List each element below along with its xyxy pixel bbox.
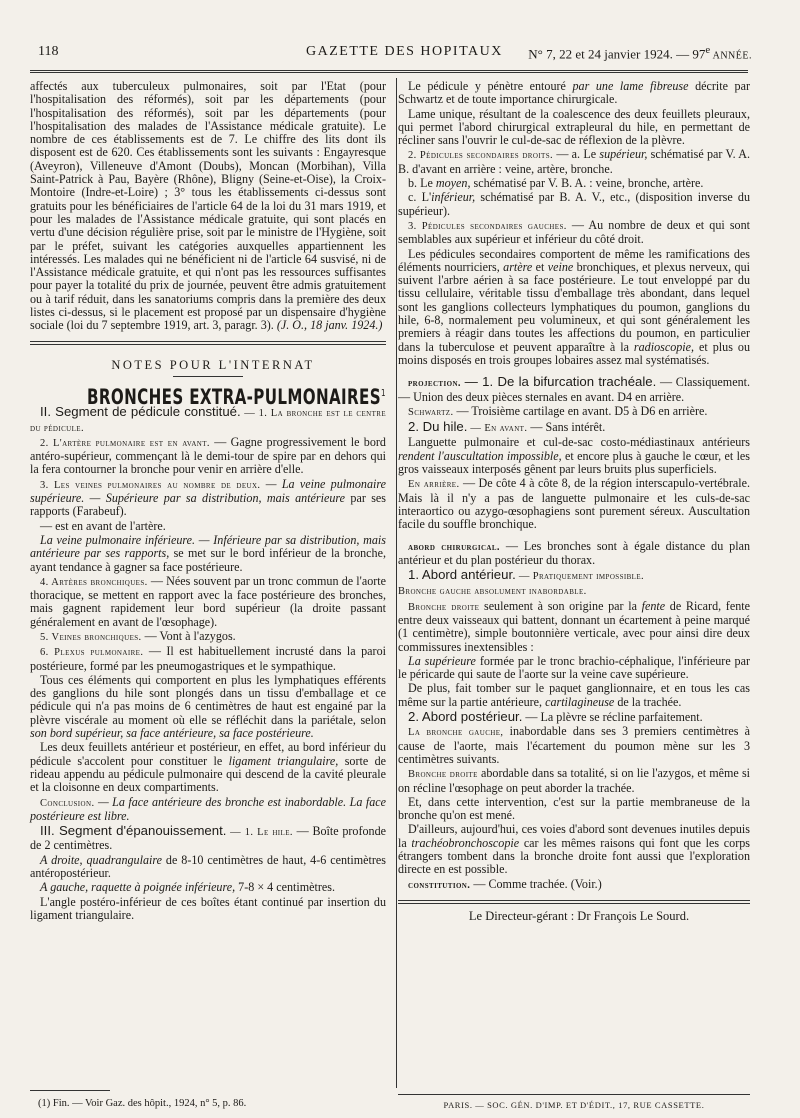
right-column xyxy=(398,80,750,924)
paragraph-veines-2: — est en avant de l'artère. xyxy=(40,518,166,533)
paragraph-bronche-droite: Bronche droite seulement à son origine par la fente de Ricard, fente entre deux vaisseaux qui battent, donnant un écartement à peine marqué (1 centimètre), simple boutonnière verticale, avec pour ainsi dire deux commissures inextensibles : xyxy=(398,598,750,654)
page-number: 118 xyxy=(38,44,59,59)
paragraph-bronche-gauche-inabordable: Bronche gauche absolument inabordable. xyxy=(398,586,587,598)
printer-rule xyxy=(398,1094,750,1095)
short-rule xyxy=(173,376,243,377)
paragraph-en-arriere: En arrière. — De côte 4 à côte 8, de la région interscapulo-vertébrale. Mais là il n'y a pas de languette pulmonaire et les culs-de-sac interaortico ou azygo-œsophagiens sont purement séreux. Auscultation facile du souffle bronchique. xyxy=(398,476,750,532)
paragraph-hile: 2. Du hile. — En avant. — Sans intérêt. xyxy=(408,419,606,435)
paragraph-bronche-gauche: La bronche gauche, inabordable dans ses 3 premiers centimètres à cause de l'aorte, mais l'écartement du poumon mène sur les 3 centimètres suivants. xyxy=(398,724,750,766)
printer-line: PARIS. — SOC. GÉN. D'IMP. ET D'ÉDIT., 17, RUE CASSETTE. xyxy=(443,1100,705,1110)
intro-paragraph: affectés aux tuberculeux pulmonaires, soit par l'Etat (pour l'hospitalisation des réformés), soit par les départements (pour l'hospitalisation des réformés), soit par les départements (pour l'hospitalisation des malades de l'Assistance médicale gratuite). Le nombre de ces établissements est de 7. Le chiffre des lits dont ils disposent est de 620. Ces établissements sont les suivants : Engayresque (Aveyron), Villeneuve d'Amont (Doubs), Moncan (Morbihan), Villa Saint-Patrick à Pau, Bayère (Rhône), Bligny (Seine-et-Oise), la Croix-Montoire (Indre-et-Loire) ; 3° tous les établissements ci-dessus sont gratuits pour les bénéficiaires de l'article 64 de la loi du 31 mars 1919, et pour les malades de l'Assistance médicale gratuite, qui sont placés en vertu d'une décision régulière prise, soit par le ministre de l'Hygiène, soit par le préfet, suivant les catégories auxquelles appartiennent les intéressés. Les malades qui ne bénéficient ni de l'article 64 susvisé, ni de l'Assistance médicale gratuite, et qui n'ont pas les ressources suffisantes pour payer la totalité du prix de journée, peuvent être admis gratuitement ou à tarif réduit, dans les sanatoriums compris dans la première des deux listes ci-dessus, si le placement est proposé par un dispensaire d'hygiène sociale (loi du 7 septembre 1919, art. 3, paragr. 3). (J. O., 18 janv. 1924.) xyxy=(30,79,386,333)
paragraph-languette: Languette pulmonaire et cul-de-sac costo-médiastinaux antérieurs rendent l'auscultation impossible, et encore plus à gauche le cœur, et les gros vaisseaux interposés gênent par leurs bruits plus superficiels. xyxy=(398,435,750,477)
paragraph-pedicules-gauches: 3. Pédicules secondaires gauches. — Au nombre de deux et qui sont semblables aux supérieur et inférieur du côté droit. xyxy=(398,217,750,247)
page-header xyxy=(38,38,752,68)
paragraph-plexus: 6. Plexus pulmonaire. — Il est habituellement incrusté dans la paroi postérieure, formé par les pneumogastriques et le sympathique. xyxy=(30,644,386,673)
paragraph-abord-posterieur: 2. Abord postérieur. — La plèvre se récline parfaitement. xyxy=(408,709,703,725)
paragraph-artere: 2. L'artère pulmonaire est en avant. — Gagne progressivement le bord antéro-supérieur, commençant là le demi-tour de spire par en dehors qui la fera contourner la bronche pour venir en arrière d'elle. xyxy=(30,434,386,477)
paragraph-feuillets: Les deux feuillets antérieur et postérieur, en effet, au bord inférieur du pédicule s'accolent pour constituer le ligament triangulaire, sorte de rideau appendu au pédicule pulmonaire qui descend de la cavité pleurale et la cloisonne en deux compartiments. xyxy=(30,740,386,795)
paragraph-ramifications: Les pédicules secondaires comportent de même les ramifications des éléments nourriciers, artère et veine bronchiques, et plexus nerveux, qui suivent l'arbre aérien à sa face postérieure. Le tout enveloppé par du tissu cellulaire, véritable tissu d'emballage très abondant, dans lequel sont les ganglions collecteurs lymphatiques du poumon, ganglions du hile, 6-8, normalement peu volumineux, et qui sont généralement les premiers à réagir dans toutes les affections du poumon, en particulier dans la tuberculose et peuvent apparaître à la radioscopie, et plus ou moins disposés en trois groupes lobaires assez mal systématisés. xyxy=(398,246,750,367)
paragraph-abord: abord chirurgical. — Les bronches sont à égale distance du plan antérieur et du plan postérieur du thorax. xyxy=(398,538,750,567)
journal-title: GAZETTE DES HOPITAUX xyxy=(306,44,503,59)
paragraph-projection: projection. — 1. De la bifurcation trachéale. — Classiquement. — Union des deux pièces sternales en avant. D4 en arrière. xyxy=(398,374,750,404)
paragraph-conclusion: Conclusion. — La face antérieure des bronche est inabordable. La face postérieure est libre. xyxy=(30,794,387,823)
paragraph-inferieur: c. L'inférieur, schématisé par B. A. V., etc., (disposition inverse du supérieur). xyxy=(398,190,750,218)
paragraph-de-plus: De plus, fait tomber sur le paquet ganglionnaire, et en tous les cas même sur la partie antérieure, cartilagineuse de la trachée. xyxy=(398,681,750,709)
paragraph-gauche: A gauche, raquette à poignée inférieure, 7-8 × 4 centimètres. xyxy=(40,880,335,895)
notes-heading: NOTES POUR L'INTERNAT xyxy=(111,357,315,372)
paragraph-veines: 3. Les veines pulmonaires au nombre de deux. — La veine pulmonaire supérieure. — Supérieure par sa distribution, mais antérieure par ses rapports (Farabeuf). xyxy=(30,476,386,519)
paragraph-veine-inf: La veine pulmonaire inférieure. — Inférieure par sa distribution, mais antérieure par ses rapports, se met sur le bord inférieur de la bronche, ayant tendance à gagner sa face postérieure. xyxy=(30,532,386,574)
paragraph-dailleurs: D'ailleurs, aujourd'hui, ces voies d'abord sont devenues inutiles depuis la trachéobronchoscopie car les mêmes raisons qui font que les corps étrangers tombent dans la bronche droite font aussi que l'exploration directe en est possible. xyxy=(398,822,750,877)
footnote: (1) Fin. — Voir Gaz. des hôpit., 1924, n° 5, p. 86. xyxy=(38,1098,247,1109)
paragraph-arteres-bronchiques: 4. Artères bronchiques. — Nées souvent par un tronc commun de l'aorte thoracique, se mettent en rapport avec la face postérieure des bronches, mais gagnent rapidement leur bord supérieur (la droite passant généralement en avant de l'œsophage). xyxy=(30,573,386,629)
paragraph-lame-fibreuse: Le pédicule y pénètre entouré par une lame fibreuse décrite par Schwartz et de toute importance chirurgicale. xyxy=(398,79,750,107)
paragraph-pedicules-droits: 2. Pédicules secondaires droits. — a. Le supérieur, schématisé par V. A. B. d'avant en arrière : veine, artère, bronche. xyxy=(398,147,751,176)
column-divider xyxy=(396,78,397,1088)
paragraph-bronche-droite-2: Bronche droite abordable dans sa totalité, si on lie l'azygos, et même si on récline l'œsophage on peut aborder la trachée. xyxy=(398,766,751,795)
paragraph-elements: Tous ces éléments qui comportent en plus les lymphatiques efférents des ganglions du hile sont plongés dans un tissu d'emballage et ce pédicule qui n'a pas moins de 6 centimètres de haut est engainé par la plèvre viscérale au moment où elle se réfléchit dans la pariétale, selon son bord supérieur, sa face antérieure, sa face postérieure. xyxy=(30,672,386,741)
director-line: Le Directeur-gérant : Dr François Le Sourd. xyxy=(468,908,690,923)
section-separator xyxy=(30,341,386,345)
header-rule xyxy=(30,70,748,73)
paragraph-schwartz: Schwartz. — Troisième cartilage en avant. D5 à D6 en arrière. xyxy=(408,403,708,418)
footnote-rule xyxy=(30,1090,110,1091)
paragraph-droite: A droite, quadrangulaire de 8-10 centimètres de haut, 4-6 centimètres antéropostérieur. xyxy=(30,852,386,881)
paragraph-veines-bronchiques: 5. Veines bronchiques. — Vont à l'azygos. xyxy=(40,628,236,643)
segment-2-heading: II. Segment de pédicule constitué. — 1. La bronche est le centre du pédicule. xyxy=(30,404,387,434)
paragraph-lame-unique: Lame unique, résultant de la coalescence des deux feuillets pleuraux, qui permet l'abord chirurgical extrapleural du hile, en permettant de récliner sans l'ouvrir le cul-de-sac de réflexion de la plèvre. xyxy=(398,106,750,148)
paragraph-abord-anterieur: 1. Abord antérieur. — Pratiquement impossible. xyxy=(408,567,645,583)
paragraph-moyen: b. Le moyen, schématisé par V. B. A. : veine, bronche, artère. xyxy=(408,176,704,191)
paragraph-constitution: constitution. — Comme trachée. (Voir.) xyxy=(408,876,602,891)
paragraph-et: Et, dans cette intervention, c'est sur la partie membraneuse de la bronche qu'on est mené. xyxy=(398,794,750,823)
paragraph-angle: L'angle postéro-inférieur de ces boîtes étant continué par insertion du ligament triangulaire. xyxy=(30,894,386,922)
segment-3-heading: III. Segment d'épanouissement. — 1. Le hile. — Boîte profonde de 2 centimètres. xyxy=(30,823,387,853)
left-column xyxy=(30,80,386,923)
director-separator xyxy=(398,900,750,904)
article-title: BRONCHES EXTRA-PULMONAIRES$^1$ xyxy=(87,384,386,409)
paragraph-superieure: La supérieure formée par le tronc brachio-céphalique, l'inférieure par le péricarde qui saute de l'aorte sur la veine cave supérieure. xyxy=(398,653,750,682)
issue-info: N° 7, 22 et 24 janvier 1924. — 97e ANNÉE. xyxy=(528,44,752,62)
